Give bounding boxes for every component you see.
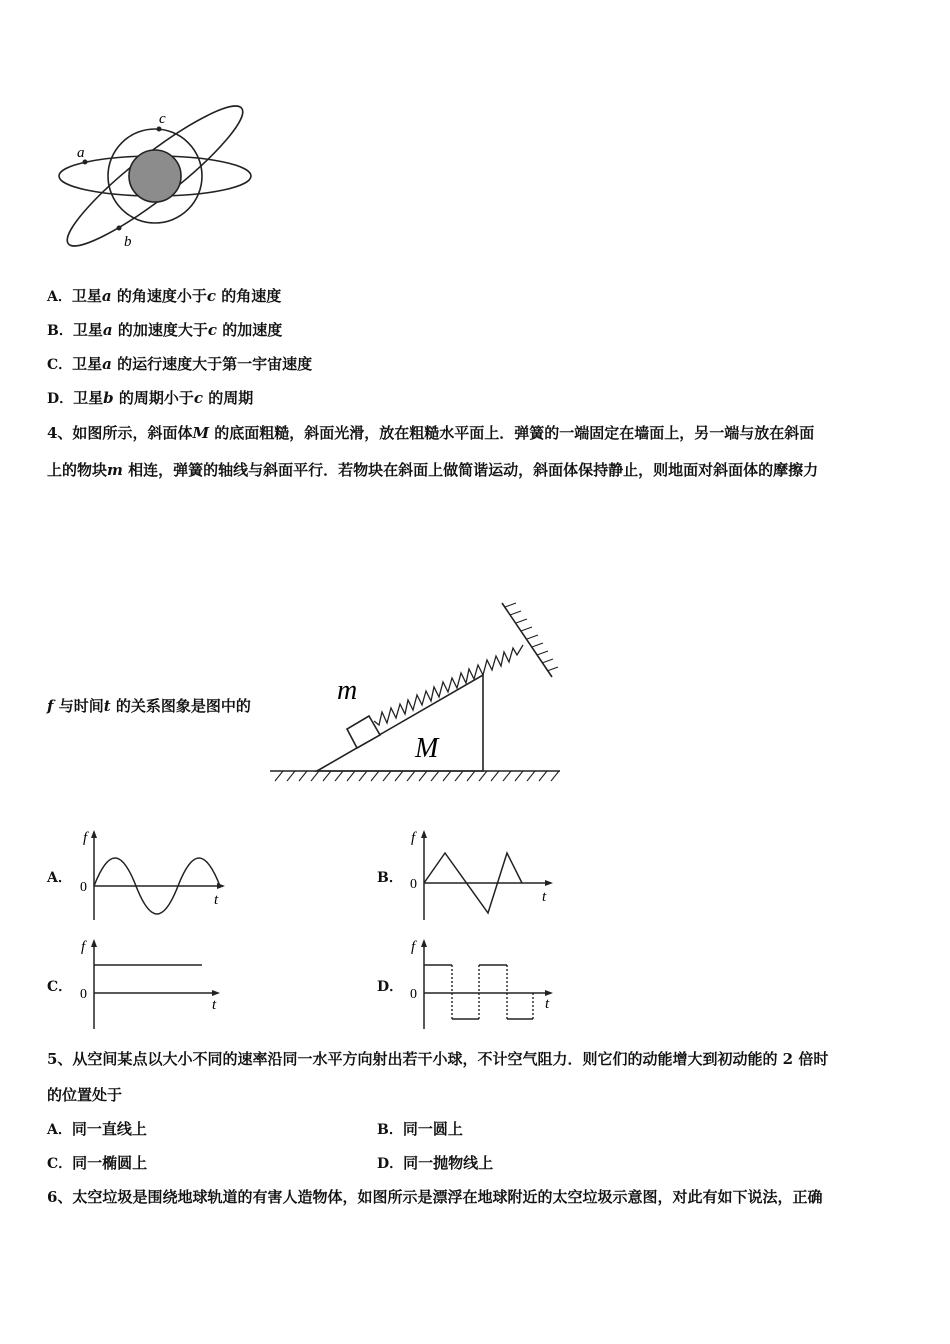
satellite-b-dot bbox=[117, 226, 122, 231]
graph-d-x-label: t bbox=[545, 996, 550, 1012]
graph-c-y-arrow bbox=[91, 939, 97, 947]
graph-a-letter: A． bbox=[47, 870, 72, 886]
graph-a-x-label: t bbox=[214, 892, 219, 908]
wall-line bbox=[502, 603, 552, 677]
q5-option-c: C．同一椭圆上 bbox=[47, 1154, 148, 1172]
graph-d-letter: D． bbox=[377, 979, 404, 995]
q5-stem-line1: 5、从空间某点以大小不同的速率沿同一水平方向射出若干小球，不计空气阻力．则它们的动能增大到初动能的 2 倍时 bbox=[47, 1050, 829, 1068]
graph-c-y-label: f bbox=[81, 939, 86, 955]
satellite-orbits-figure bbox=[55, 110, 265, 250]
graph-a-y-label: f bbox=[83, 830, 88, 846]
graph-d-zero: 0 bbox=[410, 987, 417, 1002]
label-c: c bbox=[159, 111, 166, 127]
q5-option-b: B．同一圆上 bbox=[377, 1120, 463, 1138]
graph-d-curve bbox=[424, 965, 533, 1019]
q5-stem-line2: 的位置处于 bbox=[47, 1086, 123, 1104]
q5-option-a: A．同一直线上 bbox=[47, 1120, 147, 1138]
incline-spring-figure bbox=[265, 595, 565, 790]
graph-c-x-arrow bbox=[212, 990, 220, 996]
satellite-c-dot bbox=[157, 127, 162, 132]
label-b: b bbox=[124, 234, 132, 250]
q5-option-d: D．同一抛物线上 bbox=[377, 1154, 494, 1172]
q4-stem-line2: 上的物块m 相连，弹簧的轴线与斜面平行．若物块在斜面上做简谐运动，斜面体保持静止，则地面对斜面体的摩擦力 bbox=[47, 461, 819, 479]
q3-option-b: B．卫星a 的加速度大于c 的加速度 bbox=[47, 321, 283, 339]
q4-stem-line3: f 与时间t 的关系图象是图中的 bbox=[47, 697, 251, 715]
label-m: m bbox=[337, 675, 358, 706]
graph-d-y-arrow bbox=[421, 939, 427, 947]
graph-b bbox=[405, 828, 565, 923]
graph-a-zero: 0 bbox=[80, 880, 87, 895]
q3-option-d: D．卫星b 的周期小于c 的周期 bbox=[47, 389, 254, 407]
ground-hatching bbox=[275, 771, 559, 781]
graph-c-zero: 0 bbox=[80, 987, 87, 1002]
q4-stem-line1: 4、如图所示，斜面体M 的底面粗糙，斜面光滑，放在粗糙水平面上．弹簧的一端固定在墙面上，另一端与放在斜面 bbox=[47, 424, 815, 442]
label-M: M bbox=[415, 733, 439, 764]
graph-c bbox=[75, 937, 235, 1032]
graph-a-x-arrow bbox=[217, 883, 225, 889]
graph-b-letter: B． bbox=[377, 870, 403, 886]
spring bbox=[374, 645, 523, 725]
q6-stem-line1: 6、太空垃圾是围绕地球轨道的有害人造物体，如图所示是漂浮在地球附近的太空垃圾示意图，对此有如下说法，正确 bbox=[47, 1188, 823, 1206]
q3-option-a: A．卫星a 的角速度小于c 的角速度 bbox=[47, 287, 282, 305]
graph-d-y-label: f bbox=[411, 939, 416, 955]
graph-c-letter: C． bbox=[47, 979, 73, 995]
graph-b-y-arrow bbox=[421, 830, 427, 838]
graph-c-x-label: t bbox=[212, 997, 217, 1013]
label-a: a bbox=[77, 145, 85, 161]
graph-a-y-arrow bbox=[91, 830, 97, 838]
block-m bbox=[347, 716, 380, 748]
q3-option-c: C．卫星a 的运行速度大于第一宇宙速度 bbox=[47, 355, 313, 373]
graph-b-zero: 0 bbox=[410, 877, 417, 892]
wall-hatching bbox=[505, 603, 558, 671]
graph-d bbox=[405, 937, 565, 1032]
graph-b-x-arrow bbox=[545, 880, 553, 886]
graph-b-y-label: f bbox=[411, 830, 416, 846]
earth bbox=[129, 150, 181, 202]
graph-b-x-label: t bbox=[542, 889, 547, 905]
graph-a bbox=[75, 828, 235, 923]
